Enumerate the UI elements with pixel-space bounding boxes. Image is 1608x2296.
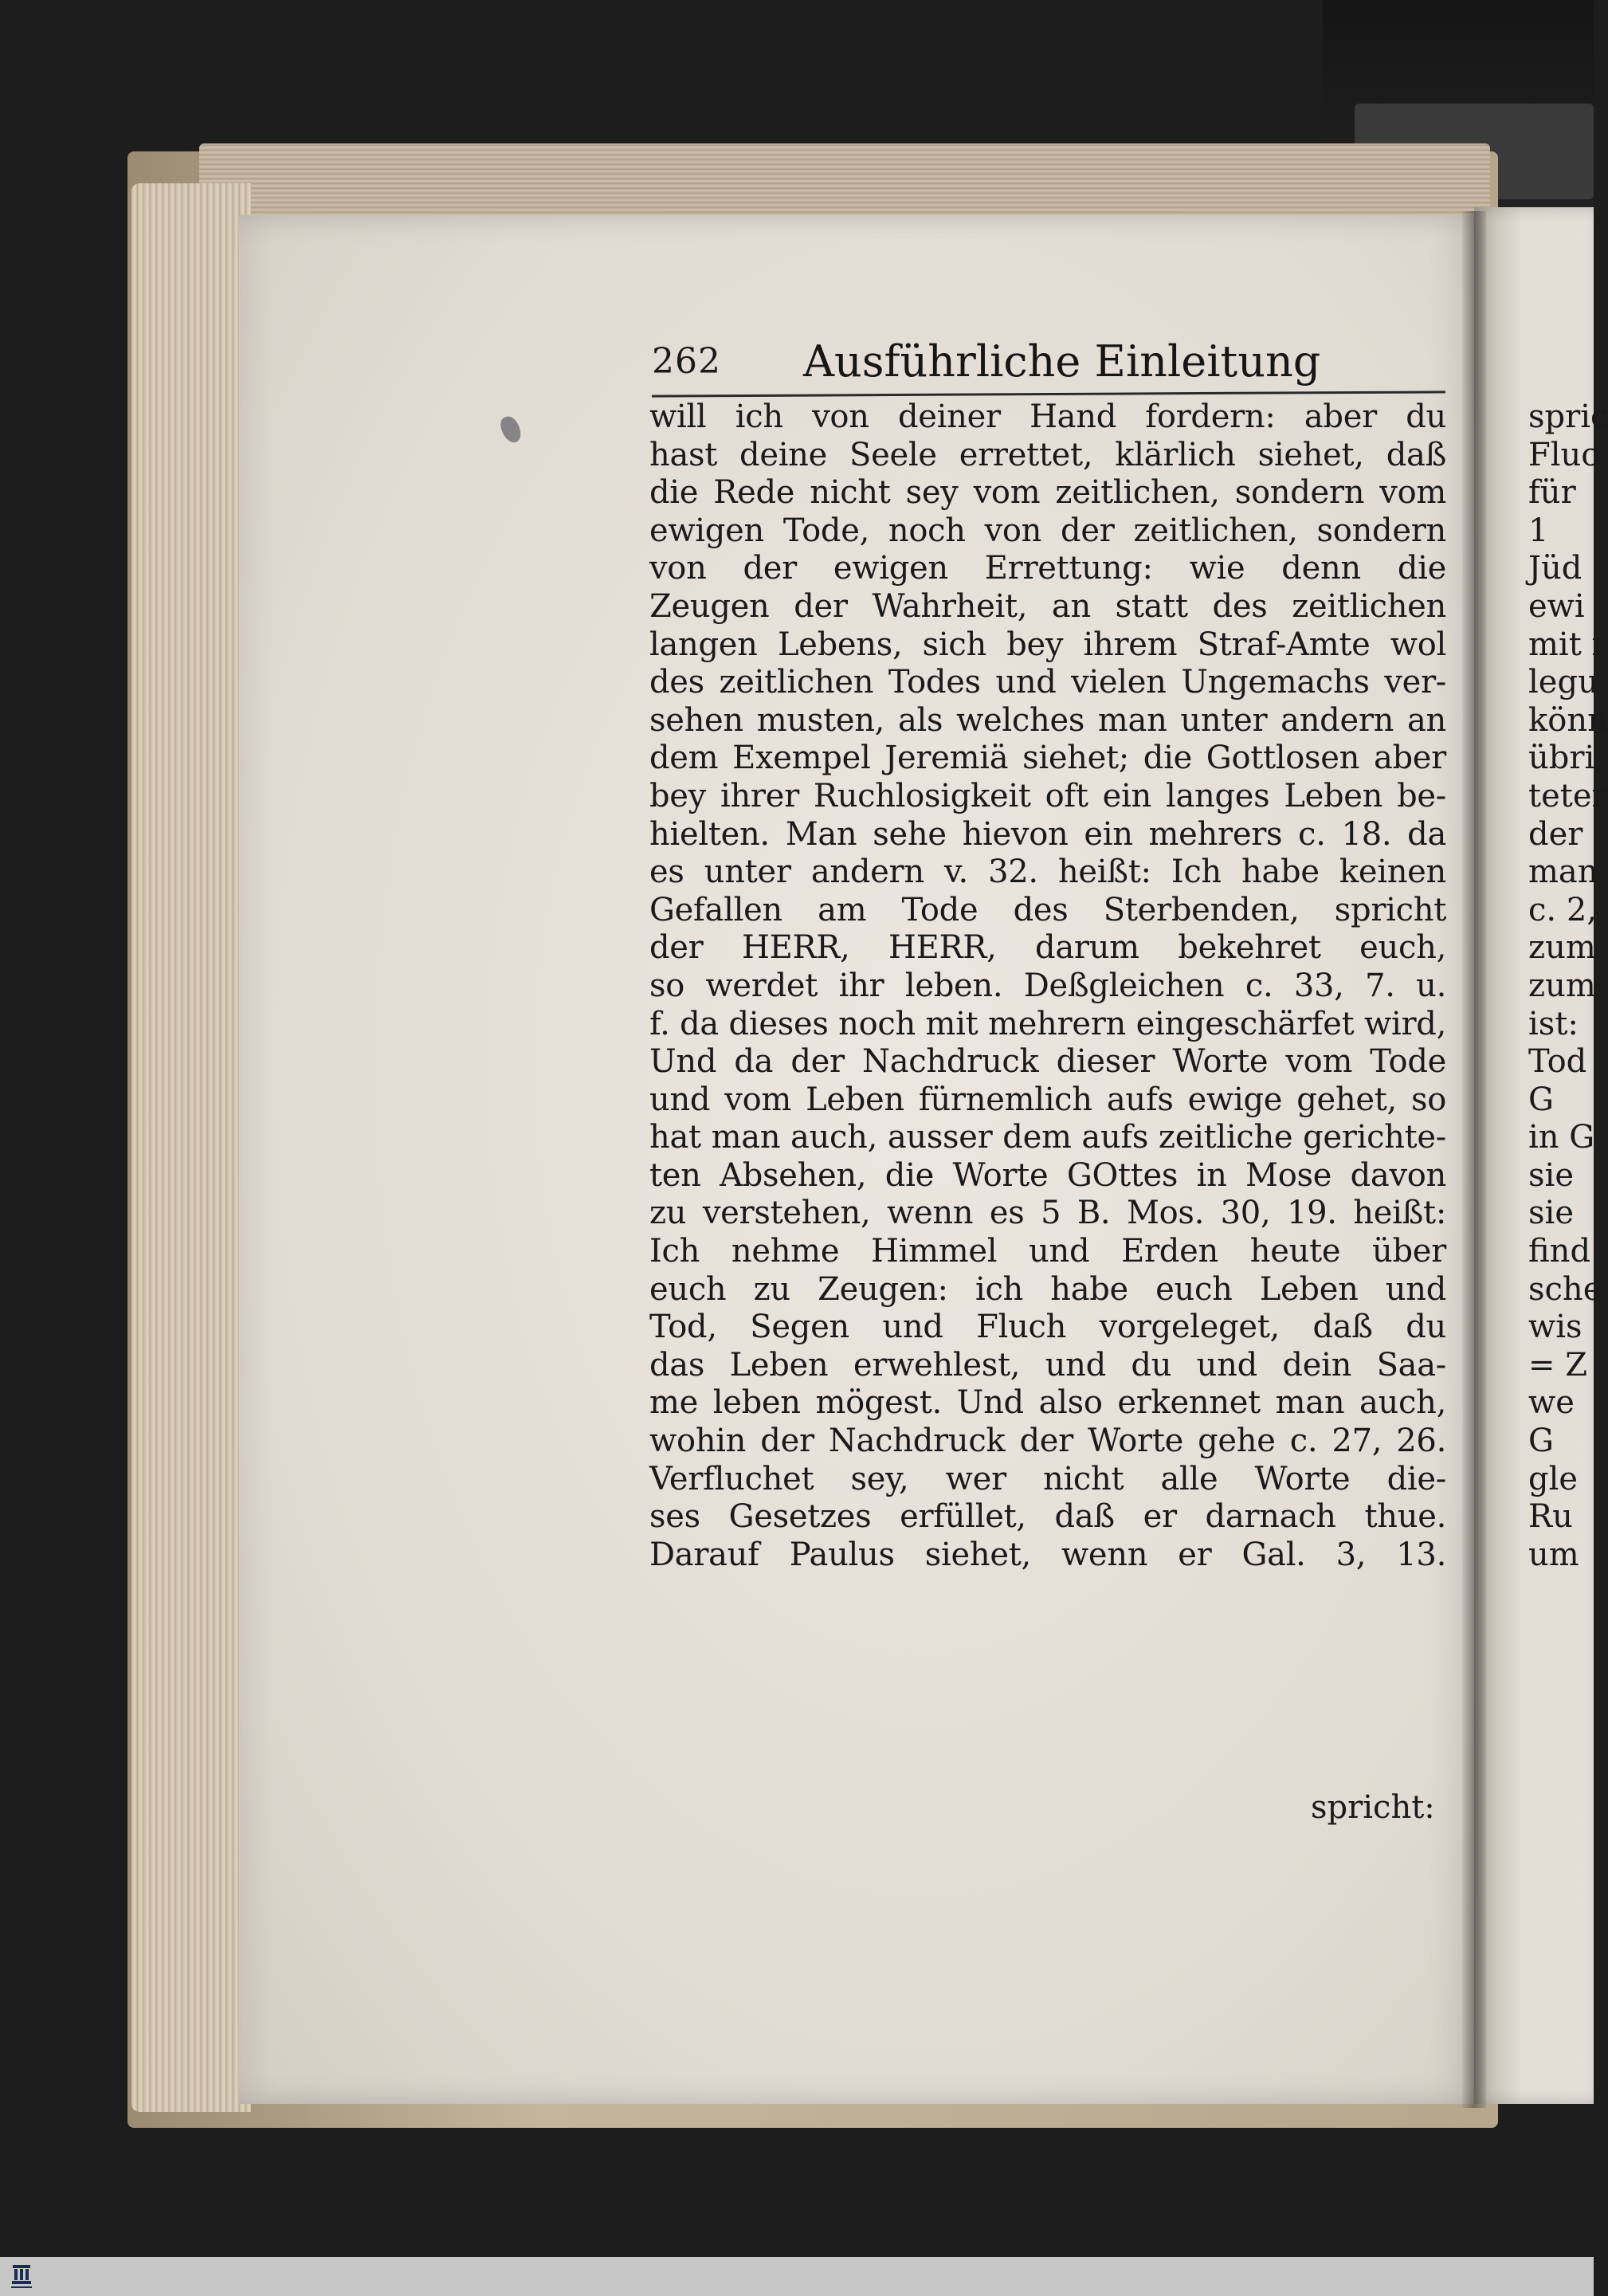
text-line: Zeugen der Wahrheit, an statt des zeitlichen bbox=[649, 587, 1446, 625]
text-line: und vom Leben fürnemlich aufs ewige gehet, so bbox=[649, 1081, 1446, 1118]
book-gutter bbox=[1462, 211, 1486, 2108]
facing-page-line: um bbox=[1528, 1536, 1579, 1573]
text-line: Darauf Paulus siehet, wenn er Gal. 3, 13. bbox=[649, 1536, 1446, 1573]
facing-page-line: G bbox=[1528, 1081, 1554, 1118]
facing-page-line: spric bbox=[1528, 398, 1608, 435]
facing-page-text bbox=[1528, 398, 1608, 1574]
text-line: Ich nehme Himmel und Erden heute über bbox=[649, 1233, 1446, 1270]
facing-page-line: in G bbox=[1528, 1119, 1595, 1156]
text-line: sehen musten, als welches man unter andern an bbox=[649, 701, 1446, 739]
facing-page-line: G bbox=[1528, 1423, 1554, 1460]
text-line: will ich von deiner Hand fordern: aber du bbox=[649, 398, 1446, 435]
facing-page-line: we bbox=[1528, 1384, 1575, 1422]
text-line: hielten. Man sehe hievon ein mehrers c. 18. da bbox=[649, 815, 1446, 853]
catchword: spricht: bbox=[1311, 1789, 1435, 1826]
page-number: 262 bbox=[652, 341, 721, 382]
facing-page-line: für bbox=[1528, 474, 1576, 512]
text-line: der HERR, HERR, darum bekehret euch, bbox=[649, 929, 1446, 967]
facing-page-line: ist: bbox=[1528, 1005, 1579, 1042]
library-logo-icon bbox=[10, 2263, 33, 2290]
text-line: hast deine Seele errettet, klärlich siehet, daß bbox=[649, 436, 1446, 473]
text-line: des zeitlichen Todes und vielen Ungemachs ver- bbox=[649, 664, 1446, 701]
facing-page-line: find bbox=[1528, 1233, 1591, 1270]
text-line: ses Gesetzes erfüllet, daß er darnach thue. bbox=[649, 1498, 1446, 1536]
running-title: Ausführliche Einleitung bbox=[803, 336, 1321, 387]
text-line: euch zu Zeugen: ich habe euch Leben und bbox=[649, 1270, 1446, 1308]
text-line: dem Exempel Jeremiä siehet; die Gottlosen aber bbox=[649, 740, 1446, 777]
facing-page-line: übri bbox=[1528, 740, 1595, 777]
facing-page-line: teter bbox=[1528, 777, 1607, 814]
facing-page-line: gle bbox=[1528, 1460, 1579, 1497]
text-line: bey ihrer Ruchlosigkeit oft ein langes Leben be- bbox=[649, 777, 1446, 814]
facing-page-line: sie bbox=[1528, 1156, 1574, 1194]
facing-page-line: mit i bbox=[1528, 626, 1602, 663]
facing-page-line: Jüd bbox=[1528, 550, 1583, 587]
facing-page-line: 1 bbox=[1528, 512, 1549, 549]
facing-page-line: legu bbox=[1528, 664, 1598, 701]
facing-page-line: Ru bbox=[1528, 1498, 1573, 1536]
body-text bbox=[649, 398, 1446, 1574]
text-line: Verfluchet sey, wer nicht alle Worte die- bbox=[649, 1460, 1446, 1497]
text-line: langen Lebens, sich bey ihrem Straf-Amte wol bbox=[649, 626, 1446, 663]
running-head bbox=[652, 336, 1449, 392]
text-line: hat man auch, ausser dem aufs zeitliche gerichte- bbox=[649, 1119, 1446, 1156]
facing-page-line: Fluc bbox=[1528, 436, 1599, 473]
text-line: von der ewigen Errettung: wie denn die bbox=[649, 550, 1446, 587]
facing-page-line: könn bbox=[1528, 701, 1608, 739]
text-line: das Leben erwehlest, und du und dein Saa- bbox=[649, 1346, 1446, 1383]
text-line: Gefallen am Tode des Sterbenden, spricht bbox=[649, 891, 1446, 928]
text-line: wohin der Nachdruck der Worte gehe c. 27, 26. bbox=[649, 1423, 1446, 1460]
viewer-bottom-bar bbox=[0, 2257, 1594, 2296]
text-line: zu verstehen, wenn es 5 B. Mos. 30, 19. heißt: bbox=[649, 1195, 1446, 1232]
facing-page-line: sche bbox=[1528, 1270, 1602, 1308]
facing-page-line: sie bbox=[1528, 1195, 1574, 1232]
book-fore-edge bbox=[131, 183, 251, 2112]
facing-page-line: ewi bbox=[1528, 587, 1585, 625]
facing-page-line: zum bbox=[1528, 967, 1596, 1004]
text-line: Tod, Segen und Fluch vorgeleget, daß du bbox=[649, 1309, 1446, 1346]
text-line: ewigen Tode, noch von der zeitlichen, sondern bbox=[649, 512, 1446, 549]
facing-page-line: man bbox=[1528, 854, 1598, 891]
text-line: es unter andern v. 32. heißt: Ich habe keinen bbox=[649, 854, 1446, 891]
facing-page-line: wis bbox=[1528, 1309, 1583, 1346]
text-line: die Rede nicht sey vom zeitlichen, sondern vom bbox=[649, 474, 1446, 512]
facing-page-line: zum bbox=[1528, 929, 1596, 967]
text-line: Und da der Nachdruck dieser Worte vom Tode bbox=[649, 1043, 1446, 1081]
text-line: f. da dieses noch mit mehrern eingeschärfet wird, bbox=[649, 1005, 1446, 1042]
facing-page-line: Tod bbox=[1528, 1043, 1587, 1081]
facing-page-line: = Z bbox=[1528, 1346, 1588, 1383]
facing-page-line: c. 2, bbox=[1528, 891, 1597, 928]
text-line: me leben mögest. Und also erkennet man auch, bbox=[649, 1384, 1446, 1422]
text-line: ten Absehen, die Worte GOttes in Mose davon bbox=[649, 1156, 1446, 1194]
text-line: so werdet ihr leben. Deßgleichen c. 33, 7. u. bbox=[649, 967, 1446, 1004]
facing-page-line: der bbox=[1528, 815, 1583, 853]
